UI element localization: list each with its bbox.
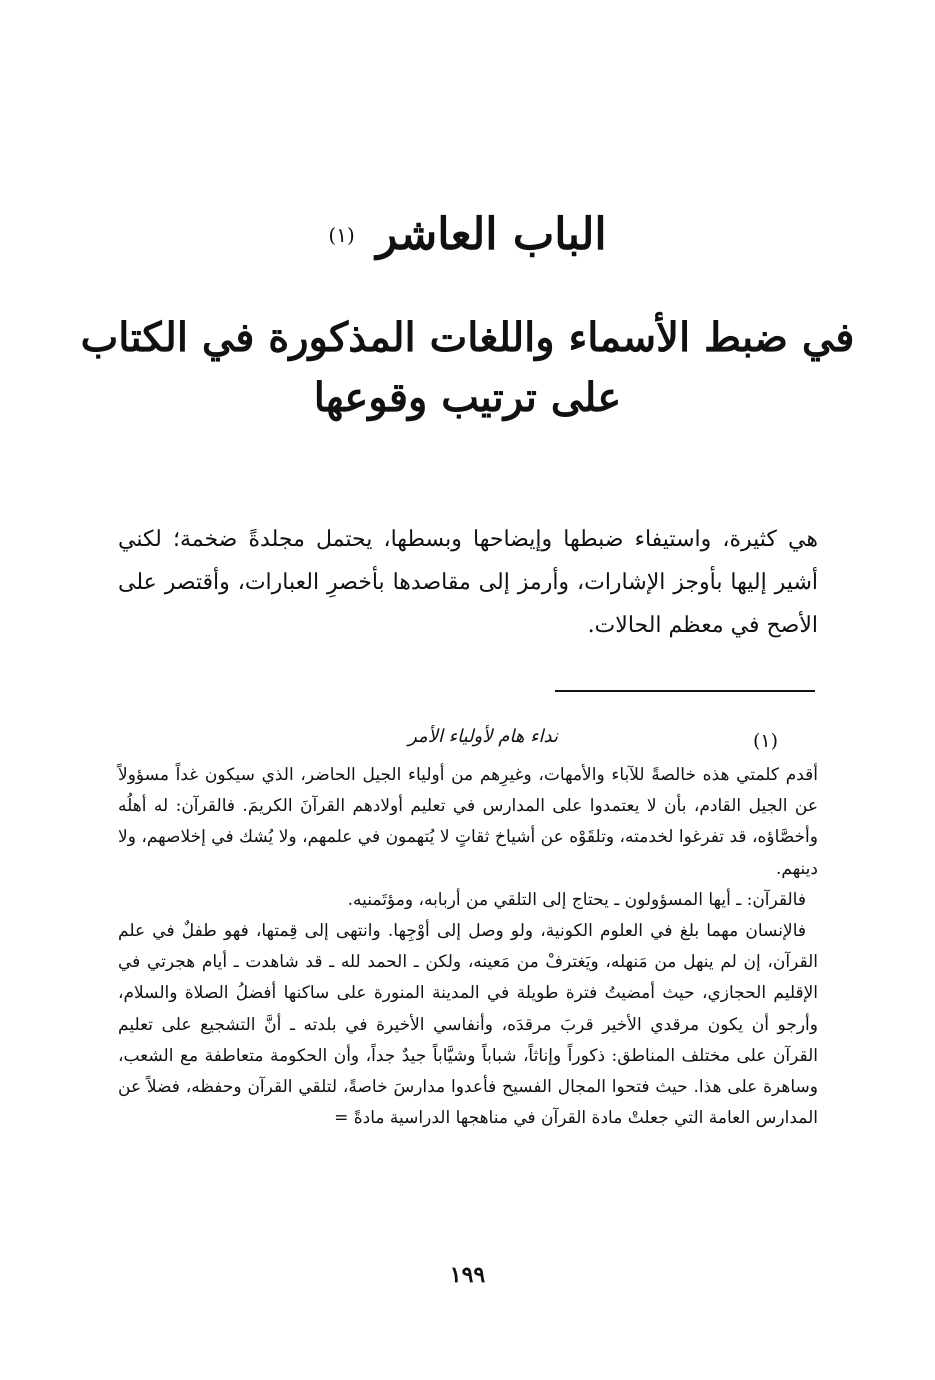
footnote-body	[118, 760, 818, 1134]
chapter-footnote-ref[interactable]: (١)	[328, 223, 355, 247]
footnote-paragraph: فالإنسان مهما بلغ في العلوم الكونية، ولو وصل إلى أوْجِها. وانتهى إلى قِمتها، فهو طفلٌ في علم القرآن، إن لم ينهل من مَنهله، ويَغترفْ من مَعينه، ولكن ـ الحمد لله ـ قد شاهدت ـ أيام هجرتي في الإقليم الحجازي، حيث أمضيتُ فترة طويلة في المدينة المنورة على ساكنها أفضلُ الصلاة والسلام، وأرجو أن يكون مرقدي الأخير قربَ مرقدَه، وأنفاسي الأخيرة في بلدته ـ أنَّ التشجيع على تعليم القرآن على مختلف المناطق: ذكوراً وإناثاً، شباباً وشيَّاباً جيدٌ جداً، وأن الحكومة متعاطفة مع الشعب، وساهرة على هذا. حيث فتحوا المجال الفسيح فأعدوا مدارسَ خاصةً، لتلقي القرآن وحفظه، فضلاً عن المدارس العامة التي جعلتْ مادة القرآن في مناهجها الدراسية مادةً =	[118, 921, 818, 1129]
footnote	[118, 726, 818, 1134]
subtitle-line-1: في ضبط الأسماء واللغات المذكورة في الكتاب	[80, 314, 855, 361]
footnote-separator	[555, 690, 815, 692]
footnote-paragraph: أقدم كلمتي هذه خالصةً للآباء والأمهات، وغيرِهم من أولياء الجيل الحاضر، الذي سيكون غداً مسؤولاً عن الجيل القادم، بأن لا يعتمدوا على المدارس في تعليم أولادهم القرآنَ الكريمَ. فالقرآن: له أهلُه وأخصَّاؤه، قد تفرغوا لخدمته، وتلقَوْه عن أشياخ ثقاتٍ لا يُتهمون في علمهم، ولا يُشك في إخلاصهم، ولا دينهم.	[118, 765, 818, 879]
chapter-title	[0, 205, 935, 265]
subtitle-line-2: على ترتيب وقوعها	[313, 374, 622, 421]
body-paragraph: هي كثيرة، واستيفاء ضبطها وإيضاحها وبسطها، يحتمل مجلدةً ضخمة؛ لكني أشير إليها بأوجز الإشارات، وأرمز إلى مقاصدها بأخصرِ العبارات، وأقتصر على الأصح في معظم الحالات.	[118, 527, 818, 638]
chapter-title-text: الباب العاشر	[376, 209, 607, 260]
footnote-header	[118, 726, 818, 760]
footnote-paragraph: فالقرآن: ـ أيها المسؤولون ـ يحتاج إلى التلقي من أربابه، ومؤتَمنيه.	[347, 889, 806, 910]
footnote-number: (١)	[752, 730, 778, 752]
body-text	[118, 518, 818, 647]
page-number: ١٩٩	[449, 1262, 486, 1288]
chapter-subtitle	[0, 308, 935, 428]
footnote-heading: نداء هام لأولياء الأمر	[408, 726, 558, 747]
